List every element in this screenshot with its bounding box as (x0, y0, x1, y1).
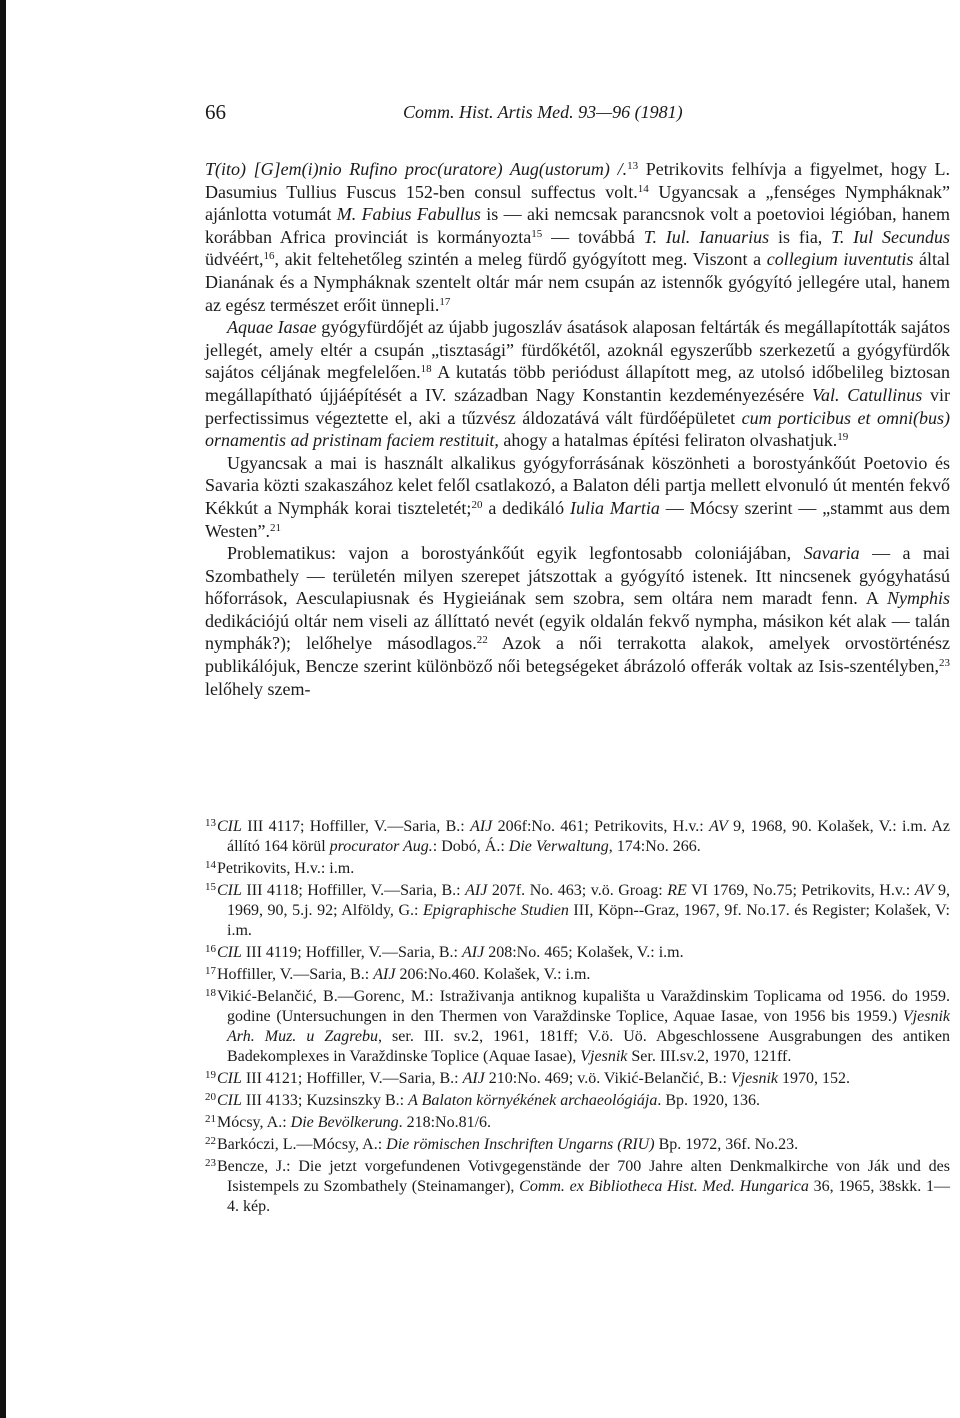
body-text (205, 158, 950, 700)
italic-term: cum porticibus et omni(bus) ornamentis ad pristinam faciem restituit (205, 407, 950, 451)
italic-term: CIL (217, 818, 242, 836)
text-run: üdvéért, (205, 249, 264, 270)
text-run: . Bp. 1920, 136. (657, 1092, 761, 1110)
italic-term: AIJ (470, 818, 493, 836)
paragraph (205, 542, 950, 700)
text-run: is — aki nemcsak parancsnok volt a poetovioi légióban, hanem korábban Africa provinciát is kormányozta (205, 204, 950, 247)
text-run: 206f:No. 461; Petrikovits, H.v.: (492, 818, 710, 836)
text-run: , ahogy a hatalmas építési feliraton olvashatjuk. (494, 430, 838, 451)
footnote-number: 17 (205, 965, 216, 978)
text-run: — továbbá (542, 226, 644, 247)
footnote (205, 987, 950, 1067)
italic-term: T(ito) [G]em(i)nio Rufino proc(uratore) Aug(ustorum) /. (205, 159, 628, 179)
text-run: 9, 1968, 90. Kolašek, V.: i.m. Az állító 164 körül (227, 818, 950, 856)
italic-term: T. Iul Secundus (831, 226, 950, 247)
footnote (205, 1135, 950, 1155)
italic-term: Die römischen Inschriften Ungarns (RIU) (386, 1136, 655, 1154)
text-run: Azok a női terrakotta alakok, amelyek orvostörténész publikálójuk, Bencze szerint különböző női betegségeket ábrázoló offerák voltak az Isis-szentélyben, (205, 633, 950, 677)
text-run: Petrikovits, H.v.: i.m. (217, 860, 355, 878)
text-run: Bp. 1972, 36f. No.23. (654, 1136, 799, 1154)
text-run: Ugyancsak a „fenséges Nympháknak” ajánlotta votumát (205, 181, 951, 225)
text-run: lelőhely szem- (205, 678, 311, 699)
footnote (205, 859, 950, 879)
text-run: A kutatás több periódust állapított meg, az utolsó időbelileg biztosan megállapítható újjáépítését a IV. században Nagy Konstantin kezdeményezésére (205, 362, 951, 405)
footnote (205, 965, 950, 985)
italic-term: CIL (217, 882, 242, 900)
italic-term: CIL (217, 944, 242, 962)
footnote (205, 1157, 950, 1217)
footnote (205, 943, 950, 963)
italic-term: AIJ (461, 944, 485, 962)
italic-term: Vjesnik (580, 1048, 628, 1066)
text-run: 1970, 152. (778, 1070, 850, 1088)
footnote-number: 19 (205, 1069, 216, 1082)
italic-term: Aquae Iasae (227, 317, 317, 338)
footnote-reference: 23 (939, 657, 950, 670)
text-run: által Dianának és a Nympháknak szentelt oltár már nem csupán az istennők gyógyító jellegére utal, hanem az egész természet erőit ünnepli. (205, 249, 950, 315)
footnote-reference: 18 (420, 363, 432, 376)
paragraph (205, 452, 950, 542)
text-run: gyógyfürdőjét az újabb jugoszláv ásatások alaposan feltárták és megállapították sajátos jellegét, amely eltér a csupán „tisztasági” fürdőkétől, azoknál egyszerűbb szerkezetű a gyógyfürdők sajátos céljának megfelelően. (205, 317, 950, 383)
text-run: Mócsy, A.: (217, 1114, 291, 1132)
text-run: , ser. III. sv.2, 1961, 181ff; V.ö. Uö. Abgeschlossene Ausgrabungen des antiken Badekomplexes in Varaždinske Toplice (Aquae Iasae), (227, 1028, 950, 1066)
text-run: , 174:No. 266. (608, 838, 701, 856)
text-run: Barkóczi, L.—Mócsy, A.: (217, 1136, 387, 1154)
footnote-reference: 19 (837, 431, 849, 444)
footnote-number: 20 (205, 1091, 216, 1104)
footnote (205, 881, 950, 941)
footnote-number: 14 (205, 859, 216, 872)
footnote-reference: 20 (471, 498, 483, 511)
text-run: 9, 1969, 90, 5.j. 92; Alföldy, G.: (227, 882, 951, 920)
text-run: III 4119; Hoffiller, V.—Saria, B.: (241, 944, 462, 962)
italic-term: AIJ (462, 1070, 485, 1088)
text-run: . 218:No.81/6. (398, 1114, 492, 1132)
text-run: dedikációjú oltár nem viseli az állíttató nevét (egyik oldalán fekvő nympha, másikon két alak — talán nymphák?); lelőhelye másodlagos. (205, 610, 950, 654)
footnote-number: 18 (205, 987, 216, 1000)
italic-term: AIJ (373, 966, 396, 984)
text-run: Petrikovits felhívja a figyelmet, hogy L. Dasumius Tullius Fuscus 152-ben consul suffectus volt. (205, 159, 950, 202)
paragraph (205, 316, 950, 452)
text-run: 36, 1965, 38skk. 1—4. kép. (227, 1178, 951, 1216)
italic-term: Comm. ex Bibliotheca Hist. Med. Hungarica (519, 1178, 809, 1196)
text-run: vir perfectissimus végeztette el, aki a tűzvész áldozatává vált fürdőépületet (205, 384, 950, 428)
italic-term: collegium iuventutis (766, 249, 914, 270)
text-run: 210:No. 469; v.ö. Vikić-Belančić, B.: (484, 1070, 731, 1088)
text-run: is fia, (769, 226, 832, 247)
page-edge-rule (0, 0, 6, 1418)
italic-term: RE (667, 882, 687, 900)
italic-term: CIL (217, 1070, 242, 1088)
italic-term: M. Fabius Fabullus (336, 204, 481, 225)
italic-term: AV (709, 818, 728, 836)
text-run: Ser. III.sv.2, 1970, 121ff. (627, 1048, 792, 1066)
footnote-reference: 22 (476, 634, 488, 647)
text-run: III, Köpn--Graz, 1967, 9f. No.17. és Register; Kolašek, V: i.m. (227, 902, 950, 940)
text-run: Vikić-Belančić, B.—Gorenc, M.: Istraživanja antiknog kupališta u Varaždinskim Toplicama od 1956. do 1959. godine (Untersuchungen in den Thermen von Varaždinske Toplice, Aquae Iasae, von 1956 bis 1959.) (217, 988, 950, 1026)
footnote-number: 13 (205, 817, 216, 830)
footnote-reference: 13 (627, 160, 639, 172)
text-run: — Mócsy szerint — „stammt aus dem Westen”. (205, 497, 951, 541)
page-header (205, 100, 950, 136)
italic-term: AV (914, 882, 934, 900)
footnote-reference: 15 (531, 227, 543, 240)
italic-term: AIJ (465, 882, 488, 900)
text-run: : Dobó, Á.: (432, 838, 509, 856)
text-run: Hoffiller, V.—Saria, B.: (217, 966, 374, 984)
italic-term: T. Iul. Ianuarius (643, 226, 770, 247)
text-run: a dedikáló (482, 497, 571, 518)
footnote-number: 23 (205, 1157, 216, 1170)
footnote (205, 1113, 950, 1133)
italic-term: Nymphis (887, 588, 950, 609)
italic-term: Savaria (803, 543, 860, 564)
text-run: 208:No. 465; Kolašek, V.: i.m. (484, 944, 684, 962)
text-run: VI 1769, No.75; Petrikovits, H.v.: (686, 882, 915, 900)
page (205, 100, 950, 1219)
italic-term: Vjesnik Arh. Muz. u Zagrebu (227, 1008, 950, 1046)
footnote (205, 1069, 950, 1089)
text-run: , akit feltehetőleg szintén a meleg fürdő gyógyított meg. Viszont a (274, 249, 767, 270)
text-run: 207f. No. 463; v.ö. Groag: (487, 882, 668, 900)
footnote (205, 817, 950, 857)
italic-term: A Balaton környékének archaeológiája (408, 1092, 658, 1110)
text-run: III 4121; Hoffiller, V.—Saria, B.: (241, 1070, 463, 1088)
footnote (205, 1091, 950, 1111)
text-run: 206:No.460. Kolašek, V.: i.m. (395, 966, 591, 984)
footnote-reference: 17 (439, 295, 451, 308)
italic-term: Die Verwaltung (508, 838, 609, 856)
footnote-number: 22 (205, 1135, 216, 1148)
footnote-reference: 16 (263, 250, 275, 263)
italic-term: Val. Catullinus (811, 384, 923, 405)
footnote-number: 16 (205, 943, 216, 956)
running-head: Comm. Hist. Artis Med. 93—96 (1981) (403, 102, 683, 122)
italic-term: procurator Aug. (329, 838, 433, 856)
text-run: III 4118; Hoffiller, V.—Saria, B.: (241, 882, 466, 900)
italic-term: Vjesnik (730, 1070, 778, 1088)
italic-term: Die Bevölkerung (290, 1114, 399, 1132)
italic-term: CIL (217, 1092, 242, 1110)
text-run: Bencze, J.: Die jetzt vorgefundenen Votivgegenstände der 700 Jahre alten Denkmalkirche von Ják und des Isistempels zu Szombathely (Steinamanger), (217, 1158, 950, 1196)
italic-term: Epigraphische Studien (423, 902, 569, 920)
paragraph (205, 158, 950, 316)
text-run: III 4117; Hoffiller, V.—Saria, B.: (241, 818, 471, 836)
italic-term: Iulia Martia (570, 497, 660, 518)
footnote-reference: 14 (637, 182, 649, 195)
text-run: III 4133; Kuzsinszky B.: (241, 1092, 409, 1110)
footnote-number: 15 (205, 881, 216, 894)
text-run: — a mai Szombathely — területén milyen szerepet játszottak a gyógyító istenek. Itt nincsenek gyógyhatású hőforrások, Aesculapiusnak és Hygieiának sem szobra, sem oltára nem maradt fenn. A (205, 543, 950, 609)
text-run: Ugyancsak a mai is használt alkalikus gyógyforrásának köszönheti a borostyánkőút Poetovio és Savaria közti szakaszához kelet felől csatlakozó, a Balaton déli partja mellett elvonuló út mentén fekvő Kékkút a Nymphák korai tiszteletét; (205, 452, 950, 518)
footnote-reference: 21 (270, 521, 282, 534)
text-run: Problematikus: vajon a borostyánkőút egyik legfontosabb coloniájában, (227, 543, 804, 564)
footnotes (205, 817, 950, 1217)
footnote-number: 21 (205, 1113, 216, 1126)
page-number: 66 (205, 100, 226, 124)
